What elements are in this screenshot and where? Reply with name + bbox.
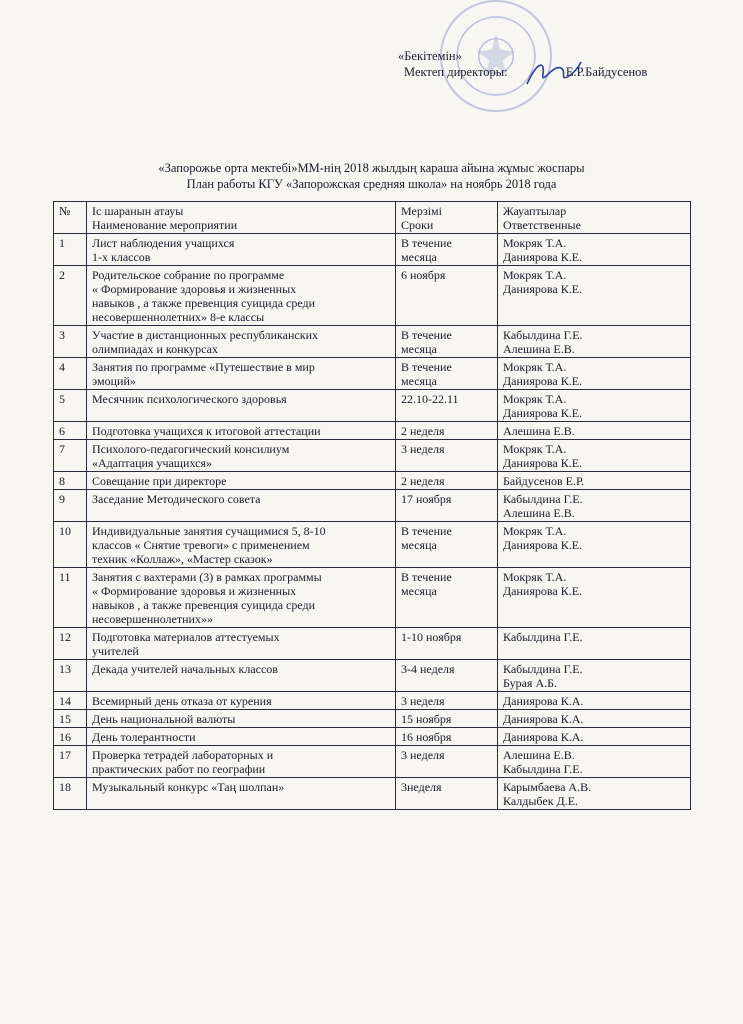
- cell-line: 3 неделя: [401, 442, 445, 456]
- row-term: [396, 568, 498, 628]
- row-term: [396, 490, 498, 522]
- header-responsible: [498, 202, 691, 234]
- cell-line: Родительское собрание по программе: [92, 268, 285, 282]
- cell-line: практических работ по географии: [92, 762, 266, 776]
- table-row: [54, 746, 691, 778]
- cell-line: Занятия по программе «Путешествие в мир: [92, 360, 315, 374]
- row-event: [87, 422, 396, 440]
- cell-line: Лист наблюдения учащихся: [92, 236, 235, 250]
- cell-line: Алешина Е.В.: [503, 342, 575, 356]
- table-row: [54, 490, 691, 522]
- row-responsible: [498, 710, 691, 728]
- cell-line: Мокряк Т.А.: [503, 442, 567, 456]
- cell-line: техник «Коллаж», «Мастер сказок»: [92, 552, 273, 566]
- row-number: 12: [54, 628, 87, 660]
- row-number: 7: [54, 440, 87, 472]
- cell-line: Байдусенов Е.Р.: [503, 474, 585, 488]
- row-event: [87, 728, 396, 746]
- cell-line: Алешина Е.В.: [503, 506, 575, 520]
- table-header-row: [54, 202, 691, 234]
- cell-line: 3-4 неделя: [401, 662, 455, 676]
- row-number: 3: [54, 326, 87, 358]
- cell-line: учителей: [92, 644, 139, 658]
- cell-line: №: [59, 204, 71, 218]
- row-number: 8: [54, 472, 87, 490]
- cell-line: Мокряк Т.А.: [503, 268, 567, 282]
- cell-line: несовершеннолетних» 8-е классы: [92, 310, 265, 324]
- row-event: [87, 522, 396, 568]
- cell-line: 2 неделя: [401, 424, 445, 438]
- cell-line: Кабылдина Г.Е.: [503, 328, 583, 342]
- header-term: [396, 202, 498, 234]
- cell-line: Даниярова К.Е.: [503, 374, 583, 388]
- cell-line: Мокряк Т.А.: [503, 392, 567, 406]
- table-row: [54, 660, 691, 692]
- row-responsible: [498, 660, 691, 692]
- row-event: [87, 440, 396, 472]
- table-row: [54, 628, 691, 660]
- table-row: [54, 422, 691, 440]
- row-term: [396, 522, 498, 568]
- cell-line: Месячник психологического здоровья: [92, 392, 287, 406]
- cell-line: Ответственные: [503, 218, 581, 232]
- row-responsible: [498, 628, 691, 660]
- row-event: [87, 628, 396, 660]
- row-number: 1: [54, 234, 87, 266]
- row-responsible: [498, 728, 691, 746]
- table-row: [54, 710, 691, 728]
- cell-line: 16 ноября: [401, 730, 452, 744]
- cell-line: 1-х классов: [92, 250, 151, 264]
- cell-line: Заседание Методического совета: [92, 492, 261, 506]
- table-row: [54, 692, 691, 710]
- row-term: [396, 660, 498, 692]
- row-event: [87, 778, 396, 810]
- row-event: [87, 710, 396, 728]
- row-term: [396, 390, 498, 422]
- cell-line: Даниярова К.Е.: [503, 584, 583, 598]
- cell-line: навыков , а также превенция суицида среди: [92, 296, 316, 310]
- row-term: [396, 358, 498, 390]
- row-number: 17: [54, 746, 87, 778]
- cell-line: 15 ноября: [401, 712, 452, 726]
- document-header: [0, 160, 743, 192]
- cell-line: Подготовка материалов аттестуемых: [92, 630, 280, 644]
- cell-line: Кабылдина Г.Е.: [503, 762, 583, 776]
- cell-line: Мокряк Т.А.: [503, 570, 567, 584]
- approval-position: Мектеп директоры:: [404, 65, 508, 79]
- cell-line: 2 неделя: [401, 474, 445, 488]
- row-number: 4: [54, 358, 87, 390]
- cell-line: Калдыбек Д.Е.: [503, 794, 579, 808]
- cell-line: 17 ноября: [401, 492, 452, 506]
- row-responsible: [498, 746, 691, 778]
- table-row: [54, 358, 691, 390]
- cell-line: Даниярова К.Е.: [503, 250, 583, 264]
- row-term: [396, 472, 498, 490]
- cell-line: В течение: [401, 328, 452, 342]
- row-number: 16: [54, 728, 87, 746]
- cell-line: месяца: [401, 250, 437, 264]
- cell-line: День национальной валюты: [92, 712, 236, 726]
- cell-line: Іс шаранын атауы: [92, 204, 184, 218]
- table-row: [54, 728, 691, 746]
- row-term: [396, 746, 498, 778]
- row-term: [396, 422, 498, 440]
- cell-line: Музыкальный конкурс «Таң шолпан»: [92, 780, 285, 794]
- approval-block: [398, 48, 647, 80]
- cell-line: Даниярова К.А.: [503, 694, 584, 708]
- table-row: [54, 234, 691, 266]
- cell-line: Кабылдина Г.Е.: [503, 630, 583, 644]
- cell-line: В течение: [401, 570, 452, 584]
- cell-line: 22.10-22.11: [401, 392, 459, 406]
- row-term: [396, 692, 498, 710]
- row-responsible: [498, 440, 691, 472]
- cell-line: 1-10 ноября: [401, 630, 462, 644]
- row-event: [87, 660, 396, 692]
- table-row: [54, 568, 691, 628]
- row-number: 15: [54, 710, 87, 728]
- row-event: [87, 490, 396, 522]
- row-number: 10: [54, 522, 87, 568]
- cell-line: Карымбаева А.В.: [503, 780, 592, 794]
- row-responsible: [498, 326, 691, 358]
- row-term: [396, 326, 498, 358]
- cell-line: Алешина Е.В.: [503, 748, 575, 762]
- row-term: [396, 728, 498, 746]
- row-event: [87, 266, 396, 326]
- cell-line: В течение: [401, 360, 452, 374]
- header-num: [54, 202, 87, 234]
- row-term: [396, 628, 498, 660]
- cell-line: Участие в дистанционных республиканских: [92, 328, 318, 342]
- cell-line: месяца: [401, 538, 437, 552]
- cell-line: 3 неделя: [401, 694, 445, 708]
- row-event: [87, 692, 396, 710]
- row-term: [396, 778, 498, 810]
- cell-line: эмоций»: [92, 374, 136, 388]
- cell-line: 3 неделя: [401, 748, 445, 762]
- row-responsible: [498, 390, 691, 422]
- plan-table: [53, 201, 691, 810]
- cell-line: В течение: [401, 524, 452, 538]
- table-row: [54, 266, 691, 326]
- cell-line: Декада учителей начальных классов: [92, 662, 278, 676]
- row-responsible: [498, 778, 691, 810]
- row-term: [396, 710, 498, 728]
- cell-line: классов « Снятие тревоги» с применением: [92, 538, 310, 552]
- table-row: [54, 326, 691, 358]
- row-number: 11: [54, 568, 87, 628]
- row-responsible: [498, 568, 691, 628]
- cell-line: олимпиадах и конкурсах: [92, 342, 218, 356]
- cell-line: Занятия с вахтерами (3) в рамках программы: [92, 570, 322, 584]
- row-event: [87, 472, 396, 490]
- cell-line: В течение: [401, 236, 452, 250]
- cell-line: Наименование мероприятии: [92, 218, 238, 232]
- row-event: [87, 746, 396, 778]
- row-event: [87, 390, 396, 422]
- approval-name: Е.Р.Байдусенов: [565, 65, 648, 79]
- row-responsible: [498, 472, 691, 490]
- cell-line: Даниярова К.Е.: [503, 538, 583, 552]
- row-number: 6: [54, 422, 87, 440]
- cell-line: Жауаптылар: [503, 204, 567, 218]
- row-number: 13: [54, 660, 87, 692]
- table-row: [54, 522, 691, 568]
- cell-line: Кабылдина Г.Е.: [503, 662, 583, 676]
- table-row: [54, 440, 691, 472]
- row-responsible: [498, 490, 691, 522]
- cell-line: месяца: [401, 584, 437, 598]
- approval-title: «Бекітемін»: [398, 49, 462, 63]
- cell-line: навыков , а также превенция суицида среди: [92, 598, 316, 612]
- header-kazakh: «Запорожье орта мектебі»ММ-нің 2018 жылдың караша айына жұмыс жоспары: [158, 161, 585, 175]
- table-row: [54, 390, 691, 422]
- cell-line: Проверка тетрадей лабораторных и: [92, 748, 274, 762]
- row-responsible: [498, 522, 691, 568]
- cell-line: Подготовка учащихся к итоговой аттестации: [92, 424, 321, 438]
- row-number: 14: [54, 692, 87, 710]
- cell-line: Мокряк Т.А.: [503, 524, 567, 538]
- cell-line: Даниярова К.А.: [503, 712, 584, 726]
- header-russian: План работы КГУ «Запорожская средняя школа» на ноябрь 2018 года: [186, 177, 557, 191]
- cell-line: 6 ноября: [401, 268, 446, 282]
- cell-line: Психолого-педагогический консилиум: [92, 442, 290, 456]
- cell-line: Мокряк Т.А.: [503, 360, 567, 374]
- row-responsible: [498, 692, 691, 710]
- cell-line: Бурая А.Б.: [503, 676, 557, 690]
- cell-line: Сроки: [401, 218, 434, 232]
- row-event: [87, 326, 396, 358]
- row-number: 5: [54, 390, 87, 422]
- table-row: [54, 472, 691, 490]
- cell-line: Индивидуальные занятия сучащимися 5, 8-10: [92, 524, 326, 538]
- cell-line: месяца: [401, 374, 437, 388]
- row-term: [396, 234, 498, 266]
- cell-line: Кабылдина Г.Е.: [503, 492, 583, 506]
- row-responsible: [498, 266, 691, 326]
- cell-line: День толерантности: [92, 730, 196, 744]
- cell-line: « Формирование здоровья и жизненных: [92, 584, 297, 598]
- row-number: 9: [54, 490, 87, 522]
- row-event: [87, 234, 396, 266]
- cell-line: 3неделя: [401, 780, 442, 794]
- cell-line: Мерзімі: [401, 204, 442, 218]
- cell-line: несовершеннолетних»»: [92, 612, 213, 626]
- cell-line: Даниярова К.А.: [503, 730, 584, 744]
- cell-line: Совещание при директоре: [92, 474, 227, 488]
- cell-line: Алешина Е.В.: [503, 424, 575, 438]
- cell-line: Даниярова К.Е.: [503, 456, 583, 470]
- row-number: 18: [54, 778, 87, 810]
- cell-line: Мокряк Т.А.: [503, 236, 567, 250]
- cell-line: « Формирование здоровья и жизненных: [92, 282, 297, 296]
- row-event: [87, 568, 396, 628]
- table-row: [54, 778, 691, 810]
- row-term: [396, 266, 498, 326]
- row-term: [396, 440, 498, 472]
- header-event: [87, 202, 396, 234]
- cell-line: Всемирный день отказа от курения: [92, 694, 272, 708]
- row-number: 2: [54, 266, 87, 326]
- cell-line: Даниярова К.Е.: [503, 282, 583, 296]
- cell-line: Даниярова К.Е.: [503, 406, 583, 420]
- cell-line: «Адаптация учащихся»: [92, 456, 212, 470]
- cell-line: месяца: [401, 342, 437, 356]
- row-responsible: [498, 422, 691, 440]
- row-responsible: [498, 358, 691, 390]
- row-event: [87, 358, 396, 390]
- row-responsible: [498, 234, 691, 266]
